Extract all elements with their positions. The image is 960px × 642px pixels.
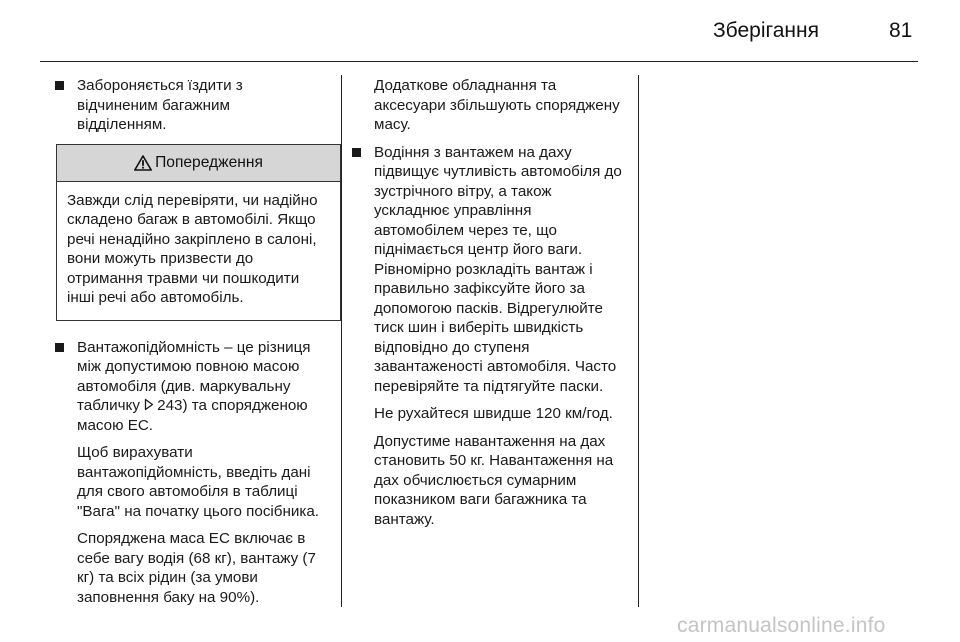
load-capacity-text-end: ) та спорядженою масою ЕС. <box>77 397 308 434</box>
bullet-text: Забороняється їздити з відчиненим багажним відділенням. <box>77 77 243 133</box>
curb-weight-text: Споряджена маса ЕС включає в себе вагу водія (68 кг), вантажу (7 кг) та всіх рідин (за умови заповнення баку на 90%). <box>77 530 316 606</box>
load-capacity-text-start: Вантажопідйомність – це різниця між допустимою повною масою автомобіля (див. маркувальну табличку <box>77 338 311 414</box>
bullet-marker <box>55 343 64 352</box>
watermark: carmanualsonline.info <box>677 614 886 637</box>
warning-box <box>56 144 341 321</box>
warning-header <box>57 145 340 182</box>
load-capacity-calc-text: Щоб вирахувати вантажопідйомність, введіть дані для свого автомобіля в таблиці "Вага" на початку цього посібника. <box>77 444 320 520</box>
column-divider-left <box>341 75 342 607</box>
bullet-text: Водіння з вантажем на даху підвищує чутливість автомобіля до зустрічного вітру, а також ускладнює управління автомобілем через те, що піднімається центр його ваги. Рівномірно розкладіть вантаж і правильно зафіксуйте його за допомогою пасків. Відрегулюйте тиск шин і виберіть швидкість відповідно до ступеня завантаженості автомобіля. Часто перевіряйте та підтягуйте паски. <box>374 143 622 395</box>
warning-triangle-icon <box>134 155 152 171</box>
right-column <box>350 76 625 529</box>
page-reference-number[interactable]: 243 <box>157 397 183 414</box>
column-divider-right <box>638 75 639 607</box>
bullet-item-trunk-open <box>53 76 323 135</box>
left-column <box>53 76 323 607</box>
warning-body <box>57 182 340 320</box>
page-number: 81 <box>889 19 913 42</box>
roof-load-limit-text: Допустиме навантаження на дах становить 50 кг. Навантаження на дах обчислюється сумарним показником ваги багажника та вантажу. <box>374 432 614 528</box>
bullet-text <box>77 338 323 436</box>
speed-limit-text: Не рухайтеся швидше 120 км/год. <box>374 405 613 422</box>
bullet-marker <box>352 148 361 157</box>
bullet-item-load-capacity <box>53 338 323 436</box>
warning-title: Попередження <box>155 153 263 171</box>
bullet-marker <box>55 81 64 90</box>
header-divider <box>40 61 918 62</box>
accessories-text: Додаткове обладнання та аксесуари збільшують споряджену масу. <box>374 77 620 133</box>
warning-text: Завжди слід перевіряти, чи надійно складено багаж в автомобілі. Якщо речі ненадійно закріплено в салоні, вони можуть призвести до отримання травми чи пошкодити інші речі або автомобіль. <box>67 191 318 306</box>
page-section-title: Зберігання <box>713 19 819 42</box>
bullet-item-roof-load <box>350 143 625 397</box>
page-reference-icon <box>144 398 154 411</box>
